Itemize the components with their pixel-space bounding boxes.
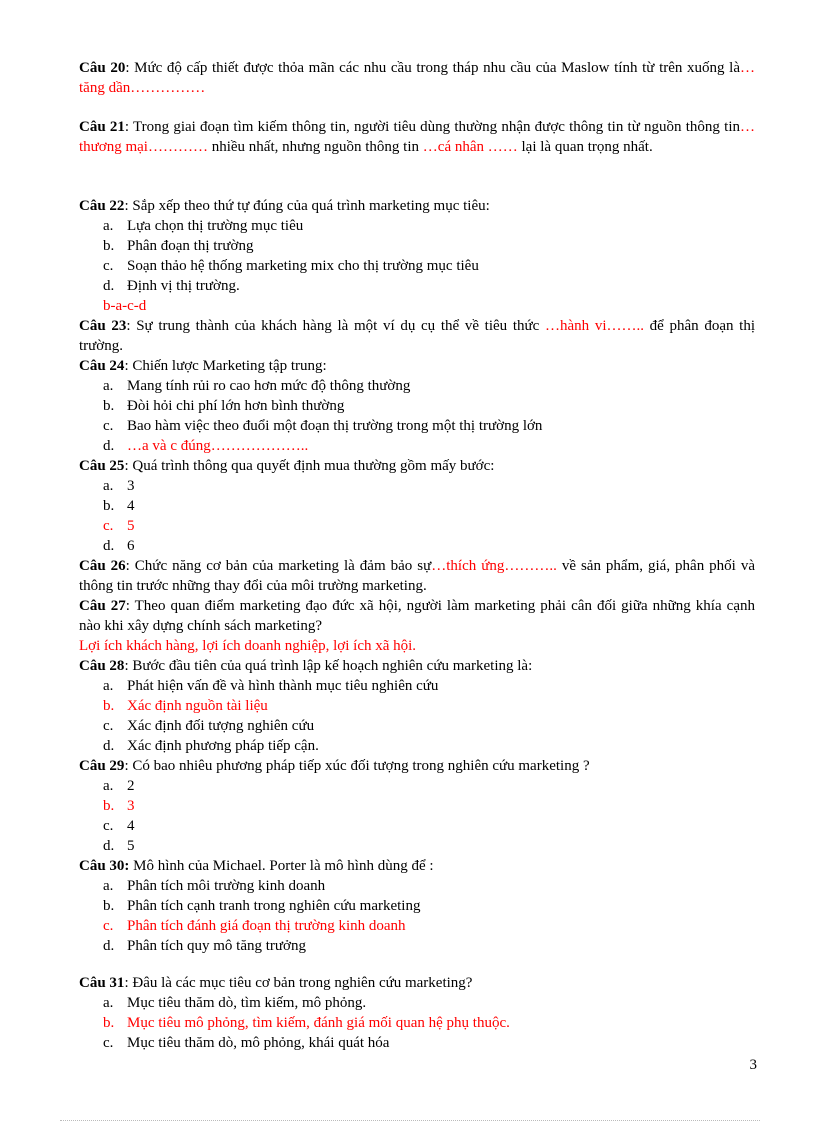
option-list — [79, 216, 755, 296]
option-text: 4 — [127, 818, 135, 834]
question-27 — [79, 596, 755, 656]
option-text: Phát hiện vấn đề và hình thành mục tiêu nghiên cứu — [127, 678, 439, 694]
option-item — [79, 416, 755, 436]
question-29 — [79, 756, 755, 856]
option-item — [79, 676, 755, 696]
option-letter: a. — [103, 218, 114, 234]
option-letter: c. — [103, 518, 114, 534]
answer-text: …tăng dần…………… — [79, 60, 755, 96]
option-letter: b. — [103, 498, 115, 514]
question-text: : Trong giai đoạn tìm kiếm thông tin, người tiêu dùng thường nhận được thông tin từ nguồn thông tin — [124, 119, 740, 135]
option-item — [79, 1033, 755, 1053]
question-text: : Sắp xếp theo thứ tự đúng của quá trình marketing mục tiêu: — [124, 198, 490, 214]
option-letter: c. — [103, 258, 114, 274]
question-label: Câu 24 — [79, 358, 125, 374]
question-25 — [79, 456, 755, 556]
option-item — [79, 496, 755, 516]
question-text: lại là quan trọng nhất. — [517, 139, 653, 155]
question-label: Câu 31 — [79, 975, 125, 991]
option-text: 5 — [127, 518, 135, 534]
question-text: : Mức độ cấp thiết được thỏa mãn các nhu cầu trong tháp nhu cầu của Maslow tính từ trên xuống là — [125, 60, 740, 76]
page-footer-divider — [60, 1120, 760, 1121]
option-list — [79, 776, 755, 856]
option-item — [79, 816, 755, 836]
option-text: Phân đoạn thị trường — [127, 238, 254, 254]
option-text: 3 — [127, 798, 135, 814]
option-letter: c. — [103, 718, 114, 734]
question-text: : Có bao nhiêu phương pháp tiếp xúc đối tượng trong nghiên cứu marketing ? — [124, 758, 590, 774]
option-letter: c. — [103, 1035, 114, 1051]
option-text: Bao hàm việc theo đuổi một đoạn thị trường trong một thị trường lớn — [127, 418, 543, 434]
question-label: Câu 25 — [79, 458, 125, 474]
option-letter: b. — [103, 798, 115, 814]
answer-text: …thương mại………… — [79, 119, 755, 155]
question-text: nhiều nhất, nhưng nguồn thông tin — [207, 139, 423, 155]
option-item — [79, 276, 755, 296]
question-label: Câu 27 — [79, 598, 126, 614]
question-26 — [79, 556, 755, 596]
question-label: Câu 29 — [79, 758, 125, 774]
option-letter: b. — [103, 898, 115, 914]
option-text: …a và c đúng……………….. — [127, 438, 309, 454]
question-text: Mô hình của Michael. Porter là mô hình dùng để : — [129, 858, 434, 874]
option-letter: a. — [103, 778, 114, 794]
option-item — [79, 896, 755, 916]
option-text: Mục tiêu thăm dò, mô phỏng, khái quát hóa — [127, 1035, 390, 1051]
option-letter: b. — [103, 398, 115, 414]
answer-text: …cá nhân …… — [422, 139, 518, 155]
option-letter: a. — [103, 378, 114, 394]
option-text: Mục tiêu mô phỏng, tìm kiếm, đánh giá mối quan hệ phụ thuộc. — [127, 1015, 510, 1031]
option-text: Phân tích quy mô tăng trưởng — [127, 938, 306, 954]
option-letter: a. — [103, 878, 114, 894]
option-text: Lựa chọn thị trường mục tiêu — [127, 218, 304, 234]
answer-text: b-a-c-d — [103, 298, 147, 314]
answer-text: …thích ứng……….. — [431, 558, 557, 574]
option-item — [79, 236, 755, 256]
question-23 — [79, 316, 755, 356]
option-text: 3 — [127, 478, 135, 494]
option-letter: d. — [103, 938, 115, 954]
option-text: Soạn thảo hệ thống marketing mix cho thị trường mục tiêu — [127, 258, 479, 274]
option-list — [79, 993, 755, 1053]
option-item — [79, 796, 755, 816]
question-24 — [79, 356, 755, 456]
option-letter: d. — [103, 838, 115, 854]
option-item — [79, 536, 755, 556]
option-text: Mục tiêu thăm dò, tìm kiếm, mô phỏng. — [127, 995, 367, 1011]
option-item — [79, 993, 755, 1013]
option-letter: c. — [103, 418, 114, 434]
question-label: Câu 23 — [79, 318, 127, 334]
option-letter: c. — [103, 818, 114, 834]
option-text: Phân tích môi trường kinh doanh — [127, 878, 326, 894]
question-30 — [79, 856, 755, 956]
option-letter: d. — [103, 278, 115, 294]
option-item — [79, 696, 755, 716]
option-text: Xác định đối tượng nghiên cứu — [127, 718, 315, 734]
question-text: : Theo quan điểm marketing đạo đức xã hội, người làm marketing phải cân đối giữa những khía cạnh nào khi xây dựng chính sách marketing? — [79, 598, 755, 634]
option-item — [79, 436, 755, 456]
option-letter: b. — [103, 238, 115, 254]
option-text: 6 — [127, 538, 135, 554]
option-letter: a. — [103, 478, 114, 494]
option-item — [79, 736, 755, 756]
question-label: Câu 21 — [79, 119, 125, 135]
option-item — [79, 1013, 755, 1033]
option-item — [79, 916, 755, 936]
option-list — [79, 876, 755, 956]
option-item — [79, 216, 755, 236]
option-item — [79, 776, 755, 796]
question-label: Câu 20 — [79, 60, 126, 76]
option-letter: d. — [103, 538, 115, 554]
answer-text: Lợi ích khách hàng, lợi ích doanh nghiệp, lợi ích xã hội. — [79, 638, 417, 654]
option-text: Xác định phương pháp tiếp cận. — [127, 738, 319, 754]
question-31 — [79, 973, 755, 1053]
option-text: 2 — [127, 778, 135, 794]
question-28 — [79, 656, 755, 756]
option-list — [79, 676, 755, 756]
option-text: Xác định nguồn tài liệu — [127, 698, 268, 714]
question-label: Câu 26 — [79, 558, 126, 574]
question-label: Câu 30: — [79, 858, 130, 874]
question-21 — [79, 117, 755, 157]
question-text: : Chiến lược Marketing tập trung: — [124, 358, 327, 374]
answer-text: …hành vi…….. — [544, 318, 644, 334]
page-number: 3 — [749, 1057, 757, 1073]
option-item — [79, 876, 755, 896]
option-item — [79, 516, 755, 536]
question-label: Câu 28 — [79, 658, 125, 674]
question-text: để phân đoạn thị trường. — [79, 318, 755, 354]
question-text: : Bước đầu tiên của quá trình lập kế hoạch nghiên cứu marketing là: — [124, 658, 533, 674]
option-letter: a. — [103, 995, 114, 1011]
option-list — [79, 476, 755, 556]
option-item — [79, 936, 755, 956]
option-text: Mang tính rủi ro cao hơn mức độ thông thường — [127, 378, 411, 394]
option-text: Đòi hỏi chi phí lớn hơn bình thường — [127, 398, 345, 414]
question-block — [79, 196, 755, 956]
option-letter: d. — [103, 738, 115, 754]
question-text: : Sự trung thành của khách hàng là một ví dụ cụ thể về tiêu thức — [126, 318, 545, 334]
question-text: : Đâu là các mục tiêu cơ bản trong nghiên cứu marketing? — [124, 975, 473, 991]
option-list — [79, 376, 755, 456]
option-letter: b. — [103, 698, 115, 714]
question-text: : Chức năng cơ bản của marketing là đảm bảo sự — [125, 558, 432, 574]
question-text: về sản phẩm, giá, phân phối và thông tin trước những thay đổi của môi trường marketing. — [79, 558, 755, 594]
option-letter: a. — [103, 678, 114, 694]
option-letter: b. — [103, 1015, 115, 1031]
option-text: Phân tích cạnh tranh trong nghiên cứu marketing — [127, 898, 421, 914]
option-item — [79, 716, 755, 736]
option-text: 4 — [127, 498, 135, 514]
question-label: Câu 22 — [79, 198, 125, 214]
option-item — [79, 836, 755, 856]
option-text: Phân tích đánh giá đoạn thị trường kinh doanh — [127, 918, 406, 934]
option-item — [79, 396, 755, 416]
question-22 — [79, 196, 755, 316]
option-item — [79, 376, 755, 396]
question-text: : Quá trình thông qua quyết định mua thường gồm mấy bước: — [124, 458, 495, 474]
option-letter: d. — [103, 438, 115, 454]
option-text: Định vị thị trường. — [127, 278, 240, 294]
option-text: 5 — [127, 838, 135, 854]
option-item — [79, 476, 755, 496]
option-letter: c. — [103, 918, 114, 934]
question-20 — [79, 58, 755, 98]
option-item — [79, 256, 755, 276]
